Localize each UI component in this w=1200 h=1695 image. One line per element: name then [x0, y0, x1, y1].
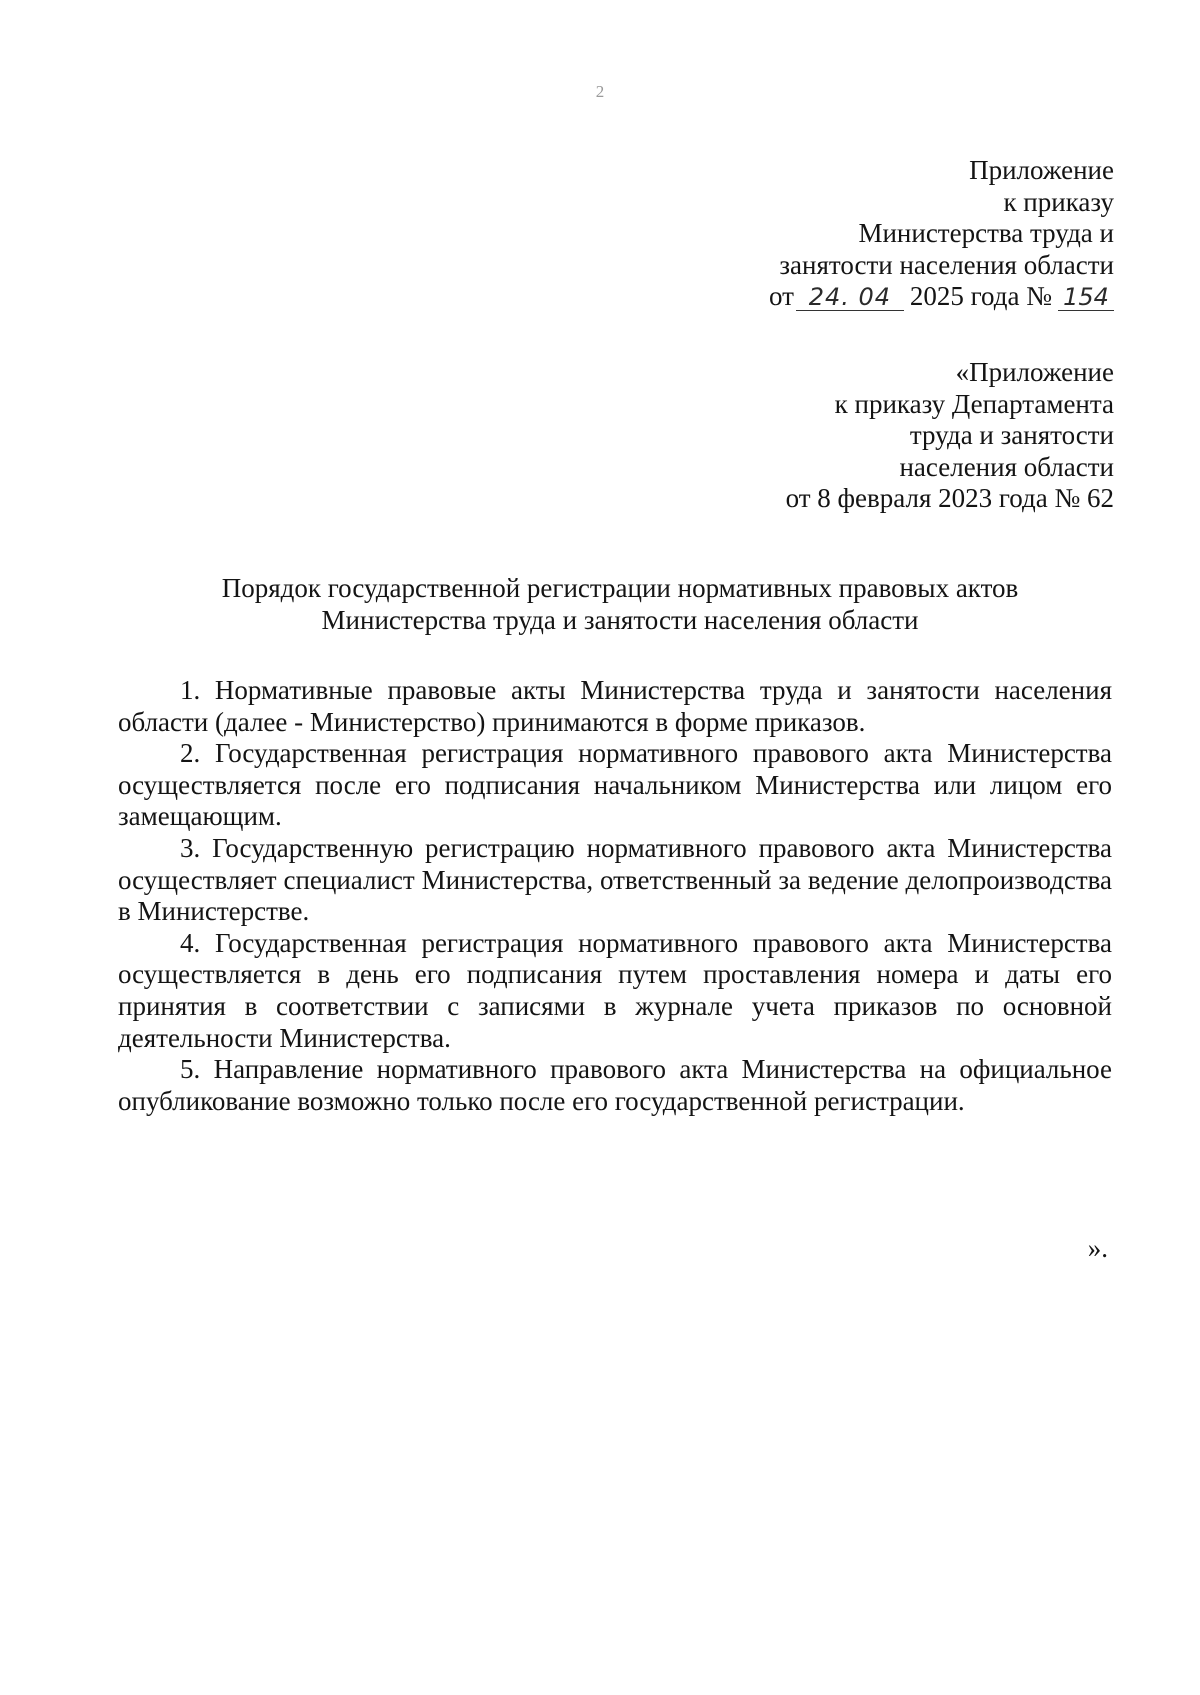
title-line: Порядок государственной регистрации нормативных правовых актов [221, 573, 1019, 603]
annex-line: занятости населения области [779, 249, 1114, 280]
annex-line: Министерства труда и [858, 218, 1114, 248]
annex-header-current-order [769, 155, 1114, 313]
document-title [0, 572, 1200, 636]
paragraph-2: 2. Государственная регистрация нормативного правового акта Министерства осуществляется после его подписания начальником Министерства или лицом его замещающим. [118, 738, 1112, 832]
annex-line: «Приложение [955, 357, 1114, 387]
title-line: Министерства труда и занятости населения области [321, 605, 919, 635]
document-body [118, 675, 1112, 1117]
paragraph-4: 4. Государственная регистрация нормативного правового акта Министерства осуществляется в день его подписания путем проставления номера и даты его принятия в соответствии с записями в журнале учета приказов по основной деятельности Министерства. [118, 927, 1112, 1053]
annex-line: к приказу Департамента [834, 388, 1114, 419]
handwritten-date: 24. 04 [796, 284, 904, 311]
annex-line: труда и занятости [909, 420, 1114, 450]
annex-line: Приложение [969, 155, 1114, 185]
paragraph-5: 5. Направление нормативного правового акта Министерства на официальное опубликование возможно только после его государственной регистрации. [118, 1054, 1112, 1116]
annex-line: от 8 февраля 2023 года № 62 [785, 483, 1114, 513]
handwritten-order-number: 154 [1058, 284, 1114, 311]
date-prefix: от [768, 281, 794, 311]
paragraph-1: 1. Нормативные правовые акты Министерства труда и занятости населения области (далее - Министерство) принимаются в форме приказов. [118, 675, 1112, 737]
page-number: 2 [595, 82, 605, 101]
annex-line: населения области [899, 451, 1114, 482]
annex-date-line [769, 281, 1114, 313]
date-suffix: 2025 года № [909, 281, 1052, 311]
closing-quote: ». [1087, 1233, 1108, 1263]
annex-header-previous-order [786, 357, 1114, 515]
annex-line: к приказу [1003, 186, 1114, 217]
paragraph-3: 3. Государственную регистрацию нормативного правового акта Министерства осуществляет специалист Министерства, ответственный за ведение делопроизводства в Министерстве. [118, 832, 1112, 927]
